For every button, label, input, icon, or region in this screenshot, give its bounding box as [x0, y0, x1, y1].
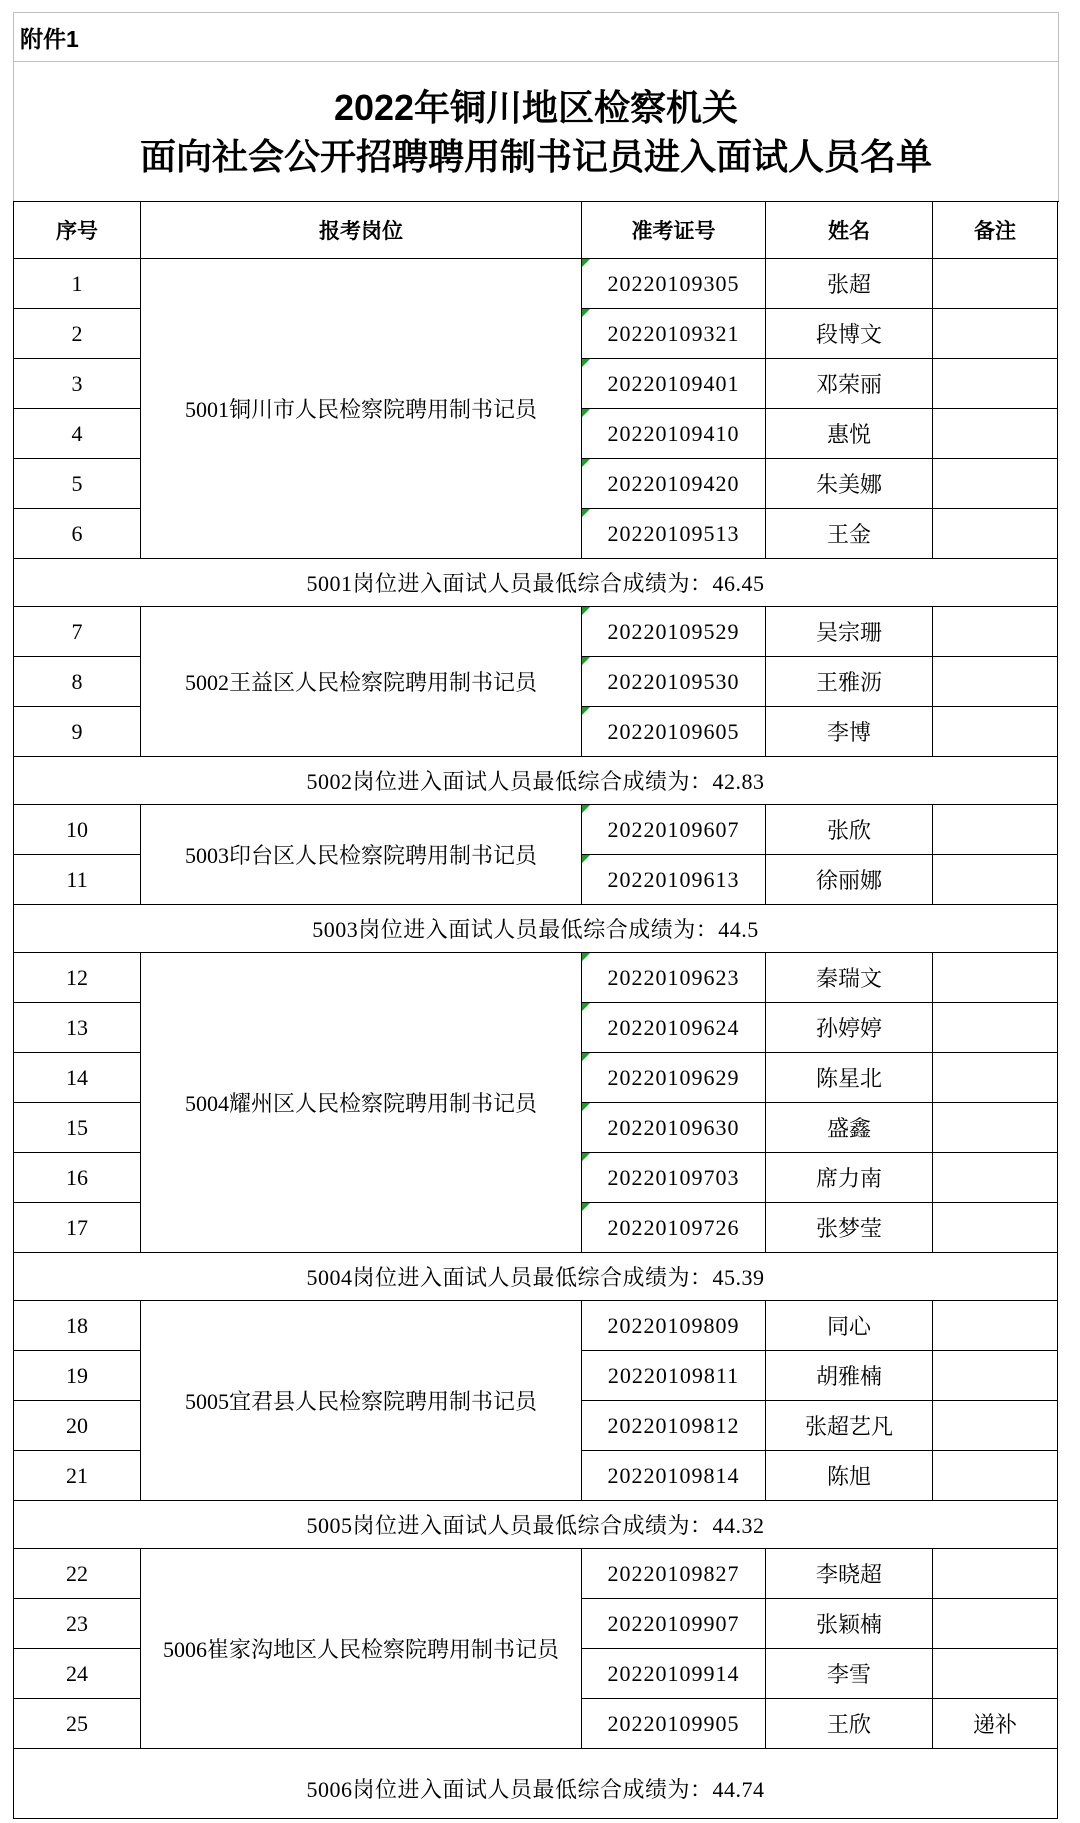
candidate-name-cell — [766, 259, 933, 309]
document-title — [14, 62, 1058, 201]
row-index-cell — [14, 953, 141, 1003]
exam-number: 20220109726 — [607, 1214, 740, 1240]
title-line-1: 2022年铜川地区检察机关 — [333, 86, 739, 128]
number-as-text-indicator-icon — [582, 1203, 590, 1211]
remark-cell — [933, 309, 1058, 359]
candidate-name-cell — [766, 1153, 933, 1203]
exam-number-cell — [582, 953, 766, 1003]
exam-number-cell — [582, 1599, 766, 1649]
row-index: 13 — [66, 1014, 88, 1040]
exam-number-cell — [582, 805, 766, 855]
column-header-text: 姓名 — [828, 220, 870, 243]
minimum-score-summary-row — [14, 1501, 1058, 1549]
exam-number-cell — [582, 657, 766, 707]
candidate-name-cell — [766, 953, 933, 1003]
minimum-score-summary-row — [14, 1253, 1058, 1301]
exam-number-cell — [582, 1103, 766, 1153]
number-as-text-indicator-icon — [582, 1153, 590, 1161]
row-index-cell — [14, 359, 141, 409]
candidate-name: 邓荣丽 — [815, 372, 882, 397]
exam-number: 20220109905 — [607, 1710, 740, 1736]
candidate-name: 惠悦 — [826, 422, 871, 447]
column-header-text: 准考证号 — [631, 220, 716, 243]
row-index: 1 — [71, 270, 83, 296]
row-index: 18 — [66, 1312, 88, 1338]
exam-number-cell — [582, 1153, 766, 1203]
remark-cell — [933, 1649, 1058, 1699]
row-index: 10 — [66, 816, 88, 842]
candidate-name-cell — [766, 1451, 933, 1501]
minimum-score-summary: 5004岗位进入面试人员最低综合成绩为：45.39 — [306, 1265, 765, 1290]
row-index-cell — [14, 1649, 141, 1699]
candidate-name-cell — [766, 1649, 933, 1699]
row-index-cell — [14, 1153, 141, 1203]
row-index: 4 — [71, 420, 83, 446]
position-cell — [141, 1301, 582, 1501]
row-index: 25 — [66, 1710, 88, 1736]
number-as-text-indicator-icon — [582, 459, 590, 467]
row-index-cell — [14, 259, 141, 309]
minimum-score-summary: 5006岗位进入面试人员最低综合成绩为：44.74 — [306, 1777, 765, 1802]
document-sheet — [13, 12, 1059, 1819]
exam-number: 20220109811 — [607, 1362, 740, 1388]
position-name: 5003印台区人民检察院聘用制书记员 — [184, 843, 537, 868]
candidate-name-cell — [766, 459, 933, 509]
minimum-score-summary: 5003岗位进入面试人员最低综合成绩为：44.5 — [312, 917, 759, 942]
candidate-name-cell — [766, 359, 933, 409]
row-index-cell — [14, 1401, 141, 1451]
exam-number-cell — [582, 1549, 766, 1599]
position-name: 5006崔家沟地区人民检察院聘用制书记员 — [162, 1637, 559, 1662]
row-index-cell — [14, 1699, 141, 1749]
remark-cell — [933, 1103, 1058, 1153]
candidate-name: 张梦莹 — [815, 1216, 882, 1241]
candidate-name-cell — [766, 707, 933, 757]
remark-cell — [933, 953, 1058, 1003]
row-index-cell — [14, 1053, 141, 1103]
exam-number: 20220109410 — [607, 420, 740, 446]
candidate-name-cell — [766, 607, 933, 657]
remark-cell — [933, 1401, 1058, 1451]
exam-number: 20220109914 — [607, 1660, 740, 1686]
candidate-name: 张超 — [826, 272, 871, 297]
row-index: 2 — [71, 320, 83, 346]
exam-number-cell — [582, 1649, 766, 1699]
exam-number: 20220109605 — [607, 718, 740, 744]
candidate-name-cell — [766, 1699, 933, 1749]
remark-cell — [933, 509, 1058, 559]
remark-cell — [933, 1053, 1058, 1103]
row-index-cell — [14, 1351, 141, 1401]
candidate-name: 段博文 — [815, 322, 882, 347]
number-as-text-indicator-icon — [582, 359, 590, 367]
remark-cell — [933, 607, 1058, 657]
candidate-name: 王金 — [826, 522, 871, 547]
remark-cell — [933, 359, 1058, 409]
remark-cell — [933, 259, 1058, 309]
column-header-text: 序号 — [56, 220, 98, 243]
row-index: 21 — [66, 1462, 88, 1488]
remark-cell — [933, 1153, 1058, 1203]
number-as-text-indicator-icon — [582, 309, 590, 317]
minimum-score-summary-row — [14, 1749, 1058, 1819]
exam-number: 20220109613 — [607, 866, 740, 892]
row-index: 14 — [66, 1064, 88, 1090]
header-frame — [13, 12, 1059, 201]
candidate-name-cell — [766, 1549, 933, 1599]
candidate-name: 李博 — [826, 720, 871, 745]
row-index-cell — [14, 409, 141, 459]
row-index-cell — [14, 459, 141, 509]
number-as-text-indicator-icon — [582, 707, 590, 715]
candidate-name-cell — [766, 1351, 933, 1401]
candidate-name: 徐丽娜 — [815, 868, 882, 893]
remark-text: 递补 — [972, 1712, 1017, 1737]
remark-cell — [933, 409, 1058, 459]
row-index-cell — [14, 1451, 141, 1501]
number-as-text-indicator-icon — [582, 1003, 590, 1011]
remark-cell — [933, 1003, 1058, 1053]
candidate-name: 孙婷婷 — [815, 1016, 882, 1041]
position-cell — [141, 607, 582, 757]
position-name: 5004耀州区人民检察院聘用制书记员 — [184, 1091, 537, 1116]
number-as-text-indicator-icon — [582, 259, 590, 267]
row-index: 11 — [66, 866, 88, 892]
number-as-text-indicator-icon — [582, 855, 590, 863]
exam-number-cell — [582, 1401, 766, 1451]
candidate-name-cell — [766, 409, 933, 459]
row-index: 15 — [66, 1114, 88, 1140]
exam-number-cell — [582, 607, 766, 657]
exam-number: 20220109907 — [607, 1610, 740, 1636]
candidate-name: 王雅沥 — [815, 670, 882, 695]
candidate-name-cell — [766, 805, 933, 855]
position-name: 5005宜君县人民检察院聘用制书记员 — [184, 1389, 537, 1414]
candidate-name: 胡雅楠 — [815, 1364, 882, 1389]
exam-number: 20220109529 — [607, 618, 740, 644]
number-as-text-indicator-icon — [582, 509, 590, 517]
candidate-name-cell — [766, 1203, 933, 1253]
remark-cell — [933, 1301, 1058, 1351]
row-index-cell — [14, 1301, 141, 1351]
position-cell — [141, 259, 582, 559]
column-header-text: 备注 — [974, 220, 1016, 243]
remark-cell — [933, 459, 1058, 509]
column-header-exam-number — [582, 202, 766, 259]
exam-number-cell — [582, 1053, 766, 1103]
number-as-text-indicator-icon — [582, 1103, 590, 1111]
exam-number: 20220109703 — [607, 1164, 740, 1190]
column-header-position — [141, 202, 582, 259]
row-index: 3 — [71, 370, 83, 396]
candidate-name-cell — [766, 1103, 933, 1153]
position-cell — [141, 805, 582, 905]
candidate-name-cell — [766, 657, 933, 707]
row-index-cell — [14, 855, 141, 905]
row-index-cell — [14, 1003, 141, 1053]
exam-number-cell — [582, 259, 766, 309]
row-index-cell — [14, 805, 141, 855]
exam-number-cell — [582, 359, 766, 409]
exam-number: 20220109530 — [607, 668, 740, 694]
number-as-text-indicator-icon — [582, 409, 590, 417]
minimum-score-summary-row — [14, 559, 1058, 607]
minimum-score-summary: 5001岗位进入面试人员最低综合成绩为：46.45 — [306, 571, 765, 596]
column-header-name — [766, 202, 933, 259]
row-index-cell — [14, 1549, 141, 1599]
candidate-name: 吴宗珊 — [815, 620, 882, 645]
exam-number: 20220109420 — [607, 470, 740, 496]
remark-cell — [933, 805, 1058, 855]
row-index: 24 — [66, 1660, 88, 1686]
number-as-text-indicator-icon — [582, 953, 590, 961]
exam-number-cell — [582, 309, 766, 359]
number-as-text-indicator-icon — [582, 1053, 590, 1061]
remark-cell — [933, 855, 1058, 905]
candidate-name: 李雪 — [826, 1662, 871, 1687]
exam-number: 20220109305 — [607, 270, 740, 296]
candidate-name: 盛鑫 — [826, 1116, 871, 1141]
remark-cell — [933, 1549, 1058, 1599]
exam-number-cell — [582, 1203, 766, 1253]
candidate-name: 陈星北 — [815, 1066, 882, 1091]
exam-number: 20220109513 — [607, 520, 740, 546]
position-cell — [141, 953, 582, 1253]
candidate-name: 朱美娜 — [815, 472, 882, 497]
exam-number: 20220109814 — [607, 1462, 740, 1488]
row-index: 17 — [66, 1214, 88, 1240]
exam-number-cell — [582, 1451, 766, 1501]
interview-roster-table — [13, 201, 1059, 1819]
candidate-name-cell — [766, 1301, 933, 1351]
row-index-cell — [14, 309, 141, 359]
row-index: 7 — [71, 618, 83, 644]
remark-cell — [933, 1699, 1058, 1749]
minimum-score-summary-row — [14, 905, 1058, 953]
exam-number: 20220109827 — [607, 1560, 740, 1586]
row-index: 23 — [66, 1610, 88, 1636]
column-header-text: 报考岗位 — [319, 220, 403, 243]
row-index-cell — [14, 509, 141, 559]
remark-cell — [933, 1351, 1058, 1401]
candidate-name-cell — [766, 309, 933, 359]
exam-number: 20220109629 — [607, 1064, 740, 1090]
remark-cell — [933, 657, 1058, 707]
number-as-text-indicator-icon — [582, 805, 590, 813]
candidate-name-cell — [766, 509, 933, 559]
row-index: 9 — [71, 718, 83, 744]
exam-number: 20220109607 — [607, 816, 740, 842]
exam-number: 20220109623 — [607, 964, 740, 990]
position-name: 5002王益区人民检察院聘用制书记员 — [184, 670, 537, 695]
remark-cell — [933, 1599, 1058, 1649]
exam-number-cell — [582, 855, 766, 905]
row-index: 8 — [71, 668, 83, 694]
row-index: 6 — [71, 520, 83, 546]
minimum-score-summary: 5002岗位进入面试人员最低综合成绩为：42.83 — [306, 769, 765, 794]
remark-cell — [933, 707, 1058, 757]
row-index-cell — [14, 1203, 141, 1253]
exam-number: 20220109401 — [607, 370, 740, 396]
column-header-index — [14, 202, 141, 259]
candidate-name-cell — [766, 1401, 933, 1451]
candidate-name-cell — [766, 1003, 933, 1053]
exam-number-cell — [582, 459, 766, 509]
candidate-name: 张颖楠 — [815, 1612, 882, 1637]
exam-number-cell — [582, 509, 766, 559]
remark-cell — [933, 1451, 1058, 1501]
candidate-name: 秦瑞文 — [815, 966, 882, 991]
exam-number-cell — [582, 1301, 766, 1351]
candidate-name: 同心 — [826, 1314, 871, 1339]
row-index: 20 — [66, 1412, 88, 1438]
exam-number: 20220109624 — [607, 1014, 740, 1040]
row-index: 12 — [66, 964, 88, 990]
number-as-text-indicator-icon — [582, 657, 590, 665]
row-index-cell — [14, 1599, 141, 1649]
row-index-cell — [14, 657, 141, 707]
row-index: 5 — [71, 470, 83, 496]
candidate-name-cell — [766, 1599, 933, 1649]
attachment-label: 附件1 — [14, 13, 1058, 62]
position-name: 5001铜川市人民检察院聘用制书记员 — [184, 397, 537, 422]
column-header-remark — [933, 202, 1058, 259]
position-cell — [141, 1549, 582, 1749]
exam-number-cell — [582, 1699, 766, 1749]
row-index-cell — [14, 1103, 141, 1153]
exam-number-cell — [582, 1351, 766, 1401]
row-index: 16 — [66, 1164, 88, 1190]
candidate-name-cell — [766, 855, 933, 905]
minimum-score-summary-row — [14, 757, 1058, 805]
remark-cell — [933, 1203, 1058, 1253]
title-line-2: 面向社会公开招聘聘用制书记员进入面试人员名单 — [139, 135, 932, 177]
exam-number: 20220109630 — [607, 1114, 740, 1140]
exam-number-cell — [582, 409, 766, 459]
row-index-cell — [14, 707, 141, 757]
exam-number: 20220109809 — [607, 1312, 740, 1338]
candidate-name: 张超艺凡 — [804, 1414, 893, 1439]
row-index-cell — [14, 607, 141, 657]
number-as-text-indicator-icon — [582, 607, 590, 615]
candidate-name: 李晓超 — [815, 1562, 882, 1587]
exam-number: 20220109812 — [607, 1412, 740, 1438]
exam-number-cell — [582, 707, 766, 757]
row-index: 22 — [66, 1560, 88, 1586]
candidate-name: 陈旭 — [826, 1464, 871, 1489]
exam-number: 20220109321 — [607, 320, 740, 346]
candidate-name: 王欣 — [826, 1712, 871, 1737]
exam-number-cell — [582, 1003, 766, 1053]
minimum-score-summary: 5005岗位进入面试人员最低综合成绩为：44.32 — [306, 1513, 765, 1538]
row-index: 19 — [66, 1362, 88, 1388]
candidate-name: 张欣 — [826, 818, 871, 843]
candidate-name-cell — [766, 1053, 933, 1103]
candidate-name: 席力南 — [815, 1166, 882, 1191]
